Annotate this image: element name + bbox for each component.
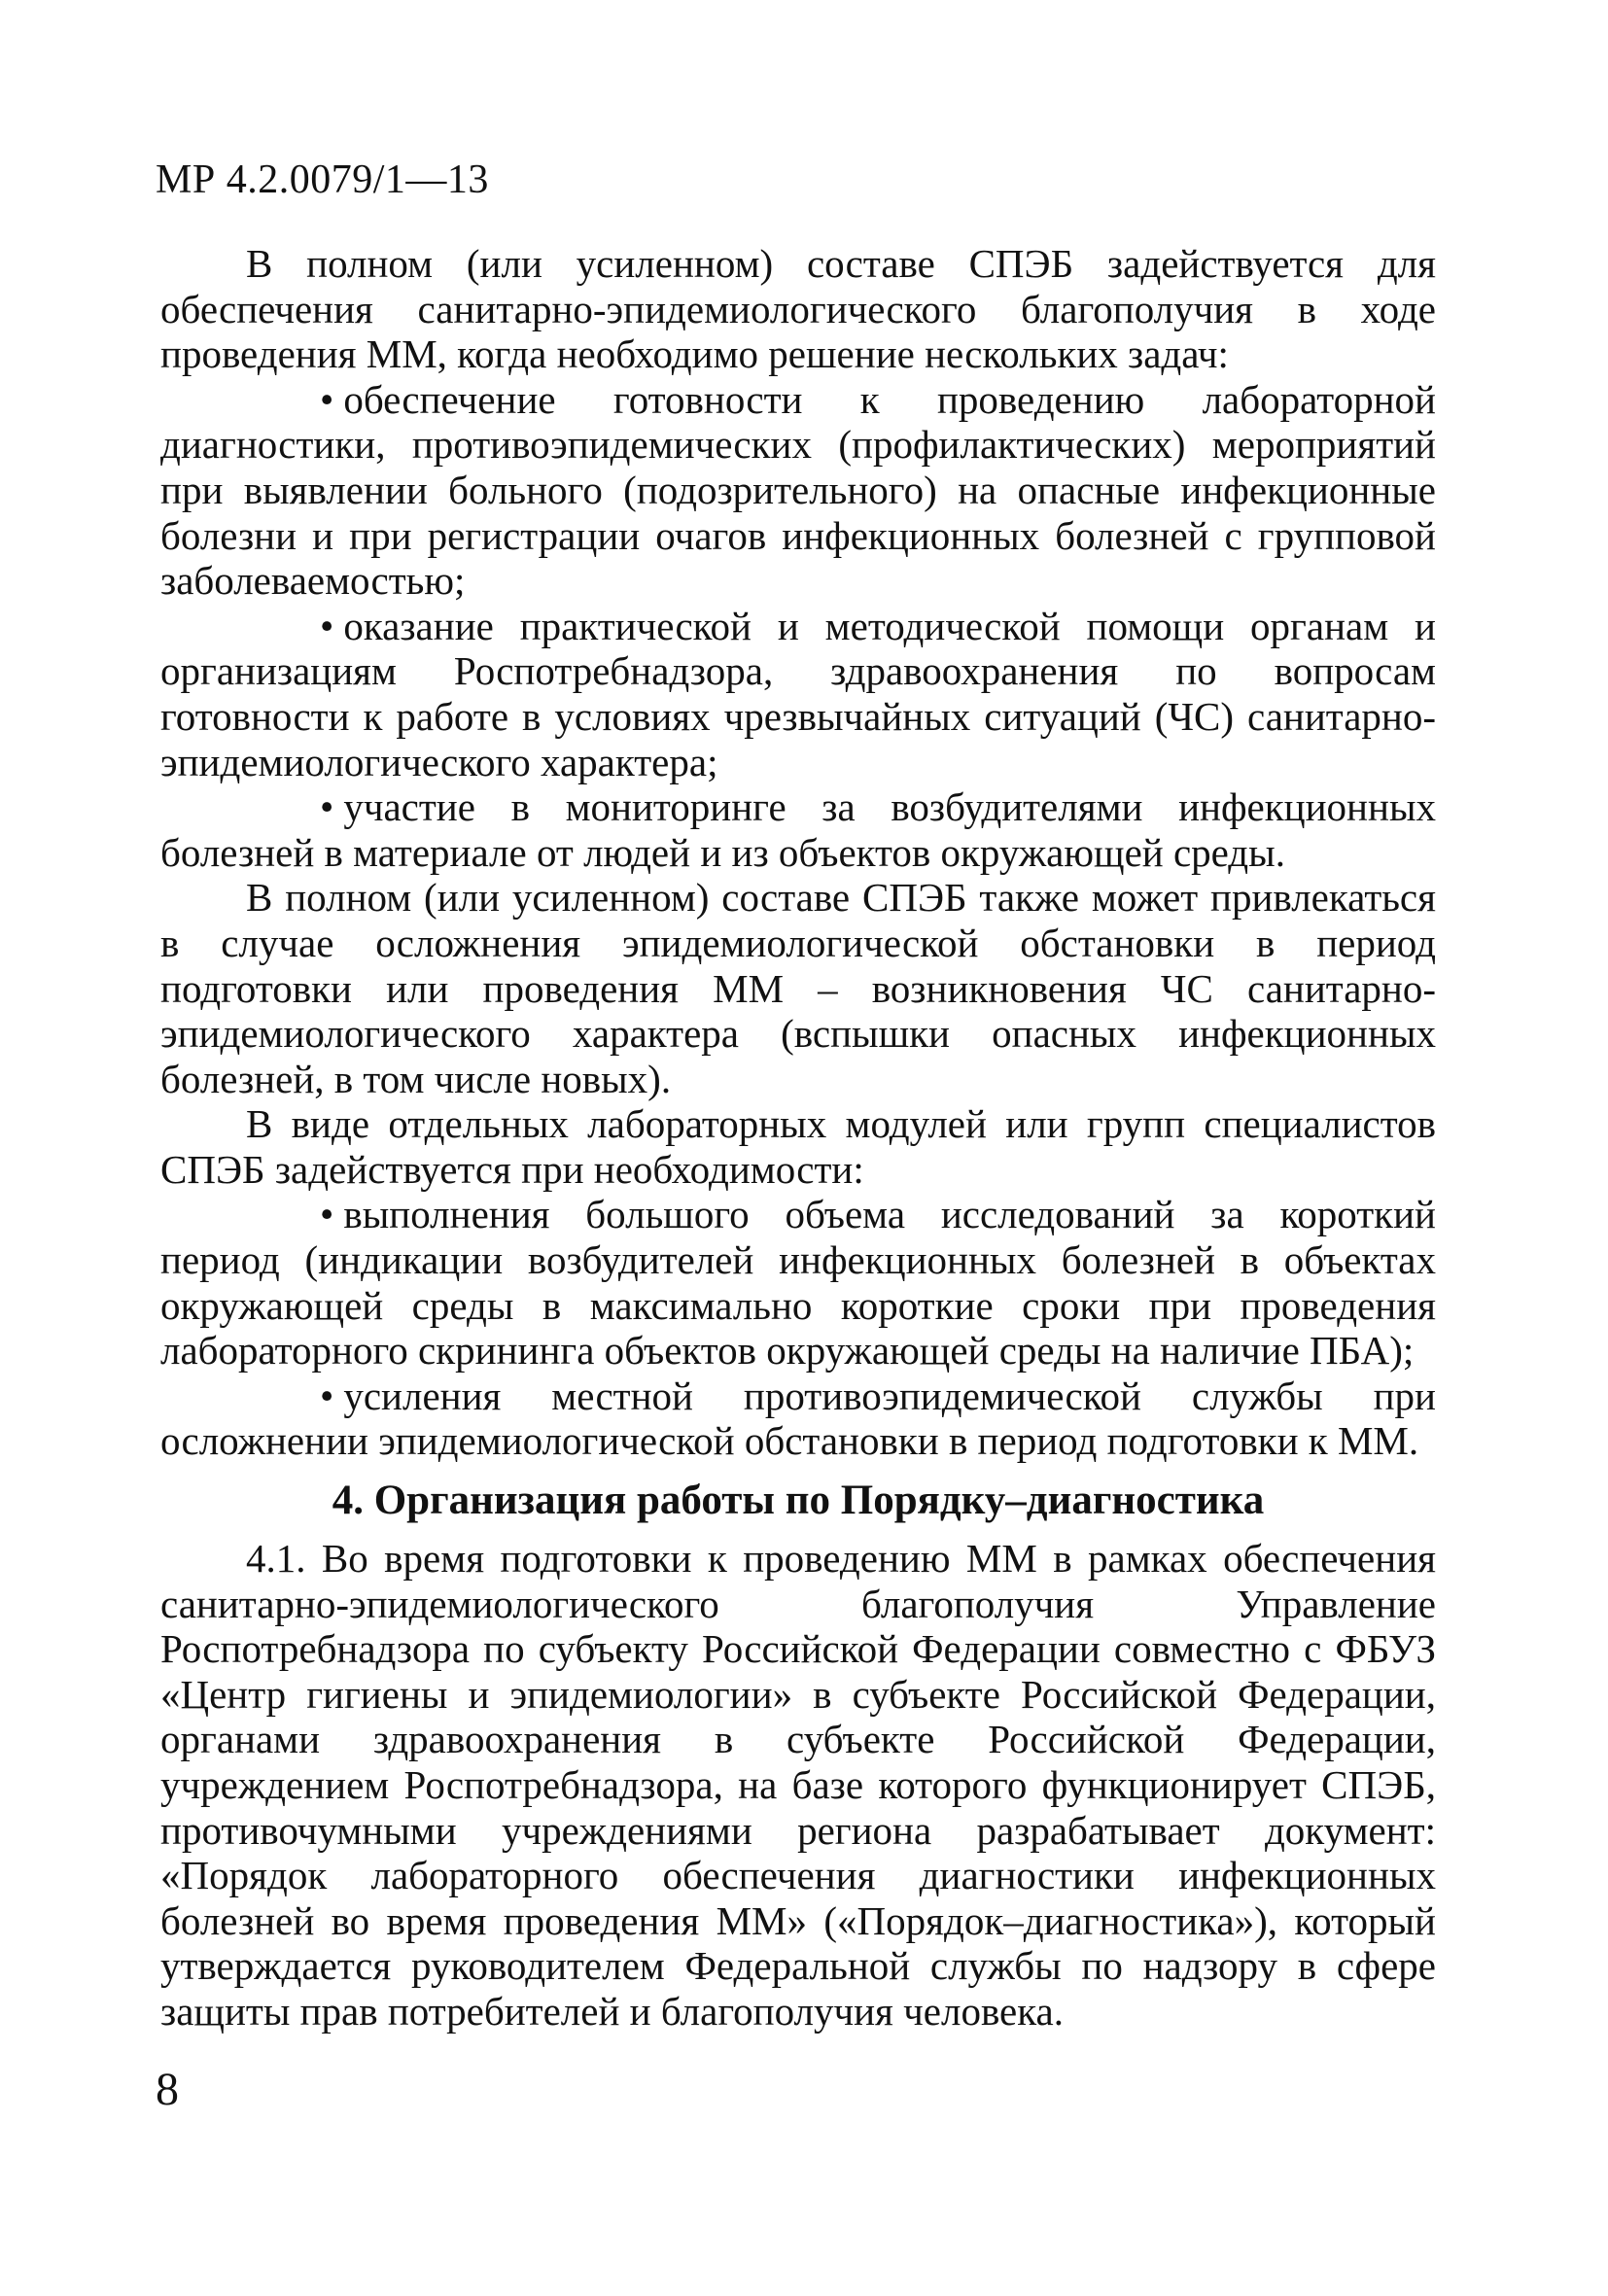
bullet-icon: • xyxy=(320,1373,334,1418)
bullet-item xyxy=(160,1374,1436,1464)
bullet-text: участие в мониторинге за возбудителями инфекционных болезней в материале от людей и из объектов окружающей среды. xyxy=(160,784,1436,875)
bullet-text: выполнения большого объема исследований за короткий период (индикации возбудителей инфекционных болезней в объектах окружающей среды в максимально короткие сроки при проведения лабораторного скрининга объектов окружающей среды на наличие ПБА); xyxy=(160,1192,1436,1374)
bullet-icon: • xyxy=(320,376,334,422)
paragraph-separate-modules: В виде отдельных лабораторных модулей или групп специалистов СПЭБ задействуется при необходимости: xyxy=(160,1101,1436,1192)
document-code: МР 4.2.0079/1—13 xyxy=(156,157,489,202)
paragraph-spieb-full-composition: В полном (или усиленном) составе СПЭБ задействуется для обеспечения санитарно-эпидемиологического благополучия в ходе проведения ММ, когда необходимо решение нескольких задач: xyxy=(160,241,1436,377)
page-number: 8 xyxy=(156,2064,179,2115)
bullet-icon: • xyxy=(320,784,334,830)
bullet-icon: • xyxy=(320,603,334,648)
bullet-text: оказание практической и методической помощи органам и организациям Роспотребнадзора, здравоохранения по вопросам готовности к работе в условиях чрезвычайных ситуаций (ЧС) санитарно-эпидемиологического характера; xyxy=(160,603,1436,784)
paragraph-4-1: 4.1. Во время подготовки к проведению ММ в рамках обеспечения санитарно-эпидемиологического благополучия Управление Роспотребнадзора по субъекту Российской Федерации совместно с ФБУЗ «Центр гигиены и эпидемиологии» в субъекте Российской Федерации, органами здравоохранения в субъекте Российской Федерации, учреждением Роспотребнадзора, на базе которого функционирует СПЭБ, противочумными учреждениями региона разрабатывает документ: «Порядок лабораторного обеспечения диагностики инфекционных болезней во время проведения ММ» («Порядок–диагностика»), который утверждается руководителем Федеральной службы по надзору в сфере защиты прав потребителей и благополучия человека. xyxy=(160,1536,1436,2034)
bullet-icon: • xyxy=(320,1192,334,1237)
body-text xyxy=(160,241,1436,2035)
bullet-item xyxy=(160,784,1436,875)
bullet-item xyxy=(160,377,1436,604)
bullet-text: усиления местной противоэпидемической службы при осложнении эпидемиологической обстановки в период подготовки к ММ. xyxy=(160,1373,1436,1464)
bullet-item xyxy=(160,1192,1436,1373)
paragraph-complicated-situation: В полном (или усиленном) составе СПЭБ также может привлекаться в случае осложнения эпидемиологической обстановки в период подготовки или проведения ММ – возникновения ЧС санитарно-эпидемиологического характера (вспышки опасных инфекционных болезней, в том числе новых). xyxy=(160,875,1436,1101)
bullet-item xyxy=(160,604,1436,784)
bullet-text: обеспечение готовности к проведению лабораторной диагностики, противоэпидемических (профилактических) мероприятий при выявлении больного (подозрительного) на опасные инфекционные болезни и при регистрации очагов инфекционных болезней с групповой заболеваемостью; xyxy=(160,376,1436,604)
section-heading: 4. Организация работы по Порядку–диагностика xyxy=(332,1478,1265,1524)
